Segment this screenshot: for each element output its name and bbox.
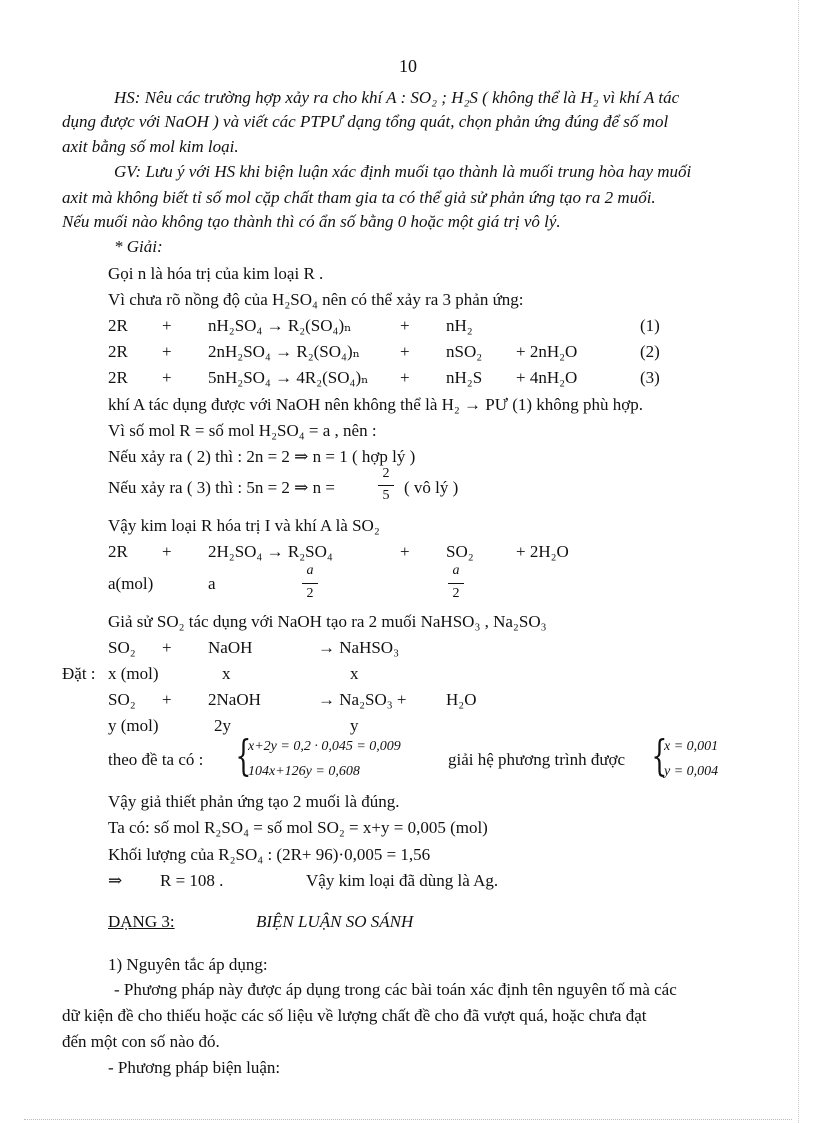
- final-line-2: Ta có: số mol R₂SO₄ = số mol SO₂ = x+y = 0,005 (mol): [108, 818, 488, 837]
- hs-note-line-3: axit bằng số mol kim loại.: [62, 137, 239, 156]
- fraction-numerator: 2: [382, 466, 390, 481]
- final-line-3: Khối lượng của R₂SO₄ : (2R+ 96)·0,005 = 1,56: [108, 845, 431, 864]
- assume-line: Giả sử SO₂ tác dụng với NaOH tạo ra 2 muối NaHSO₃ , Na₂SO₃: [108, 612, 547, 631]
- principle-text-2: dữ kiện đề cho thiếu hoặc các số liệu về lượng chất đề cho đã vượt quá, hoặc chưa đạt: [62, 1006, 647, 1025]
- section-label: DẠNG 3:: [108, 912, 175, 931]
- solution-2: y = 0,004: [664, 764, 719, 779]
- solve-label: giải hệ phương trình được: [448, 750, 626, 769]
- gv-note-line-1: GV: Lưu ý với HS khi biện luận xác định muối tạo thành là muối trung hòa hay muối: [114, 162, 692, 181]
- principle-text-3: đến một con số nào đó.: [62, 1032, 220, 1051]
- equation-1: x+2y = 0,2 · 0,045 = 0,009: [248, 739, 401, 754]
- section-title: BIỆN LUẬN SO SÁNH: [256, 912, 414, 931]
- left-brace: {: [235, 731, 252, 780]
- principle-heading: 1) Nguyên tắc áp dụng:: [108, 955, 268, 974]
- right-dotted-border: [798, 0, 799, 1123]
- principle-text-4: - Phương pháp biện luận:: [108, 1058, 281, 1077]
- intro-line-1: Gọi n là hóa trị của kim loại R .: [108, 264, 324, 283]
- hs-note-line-1: HS: Nêu các trường hợp xảy ra cho khí A : SO₂ ; H₂S ( không thể là H₂ vì khí A tác: [114, 88, 680, 107]
- conclusion-line-1: Vậy kim loại R hóa trị I và khí A là SO₂: [108, 516, 380, 535]
- system-label: theo đề ta có :: [108, 750, 204, 769]
- document-page: 10 HS: Nêu các trường hợp xảy ra cho khí A : SO₂ ; H₂S ( không thể là H₂ vì khí A tác dụng được với NaOH ) và viết các PTPƯ dạng tổng quát, chọn phản ứng đúng để số mol axit bằng số mol kim loại. GV: Lưu ý với HS khi biện luận xác định muối tạo thành là muối trung hòa hay muối axit mà không biết tỉ số mol cặp chất tham gia ta có thể giả sử phản ứng tạo ra 2 muối. Nếu muối nào không tạo thành thì có ẩn số bằng 0 hoặc một giá trị vô lý. * Giải: Gọi n là hóa trị của kim loại R . Vì chưa rõ nồng độ của H₂SO₄ nên có thể xảy ra 3 phản ứng: 2R + nH₂SO₄ → R₂(SO₄)ₙ + nH₂ (1) 2R + 2nH₂SO₄ → R₂(SO₄)ₙ + nSO₂ + 2nH₂O (2) 2R + 5nH₂SO₄ → 4R₂(SO₄)ₙ + nH₂S + 4nH₂O (3) khí A tác dụng được với NaOH nên không thể là H₂ → PƯ (1) không phù hợp. Vì số mol R = số mol H₂SO₄ = a , nên : Nếu xảy ra ( 2) thì : 2n = 2 ⇒ n = 1 ( hợp lý ) Nếu xảy ra ( 3) thì : 5n = 2 ⇒ n = 2 5 ( vô lý ) Vậy kim loại R hóa trị I và khí A là SO₂ 2R + 2H₂SO₄ → R₂SO₄ + SO₂ + 2H₂O a(mol) a a 2 a 2 Giả sử SO₂ tác dụng với NaOH tạo ra 2 muối NaHSO₃ , Na₂SO₃ SO₂ + NaOH → NaHSO₃ Đặt : x (mol) x x SO₂ + 2NaOH → Na₂SO₃ + H₂O y (mol) 2y y theo đề ta có : { x+2y = 0,2 · 0,045 = 0,009 104x+126y = 0,608 giải hệ phương trình được { x = 0,001 y = 0,004 Vậy giả thiết phản ứng tạo 2 muối là đúng. Ta có: số mol R₂SO₄ = số mol SO₂ = x+y = 0,005 (mol) Khối lượng của R₂SO₄ : (2R+ 96)·0,005 = 1,56 ⇒ R = 108 . Vậy kim loại đã dùng là Ag. DẠNG 3: BIỆN LUẬN SO SÁNH 1) Nguyên tắc áp dụng: - Phương pháp này được áp dụng trong các bài toán xác định tên nguyên tố mà các dữ kiện đề cho thiếu hoặc các số liệu về lượng chất đề cho đã vượt quá, hoặc chưa đạt đến một con số nào đó. - Phương pháp biện luận:: [0, 0, 816, 1123]
- hs-note-line-2: dụng được với NaOH ) và viết các PTPƯ dạng tổng quát, chọn phản ứng đúng để số mol: [62, 112, 669, 131]
- right-brace: {: [651, 731, 668, 780]
- after-reactions-line-1: khí A tác dụng được với NaOH nên không thể là H₂ → PƯ (1) không phù hợp.: [108, 395, 644, 414]
- intro-line-2: Vì chưa rõ nồng độ của H₂SO₄ nên có thể xảy ra 3 phản ứng:: [108, 290, 524, 309]
- after-reactions-line-2: Vì số mol R = số mol H₂SO₄ = a , nên :: [108, 421, 377, 440]
- solution-heading: * Giải:: [114, 237, 163, 256]
- solution-1: x = 0,001: [664, 739, 719, 754]
- bottom-dotted-border: [24, 1119, 792, 1120]
- gv-note-line-3: Nếu muối nào không tạo thành thì có ẩn số bằng 0 hoặc một giá trị vô lý.: [62, 212, 561, 231]
- fraction-bar: [378, 485, 394, 486]
- page-number: 10: [399, 56, 417, 76]
- fraction-denominator: 5: [382, 488, 390, 503]
- gv-note-line-2: axit mà không biết tỉ số mol cặp chất tham gia ta có thể giả sử phản ứng tạo ra 2 muối.: [62, 188, 656, 207]
- equation-2: 104x+126y = 0,608: [248, 764, 360, 779]
- case-2-line: Nếu xảy ra ( 2) thì : 2n = 2 ⇒ n = 1 ( hợp lý ): [108, 447, 416, 466]
- final-line-1: Vậy giả thiết phản ứng tạo 2 muối là đúng.: [108, 792, 400, 811]
- principle-text-1: - Phương pháp này được áp dụng trong các bài toán xác định tên nguyên tố mà các: [114, 980, 677, 999]
